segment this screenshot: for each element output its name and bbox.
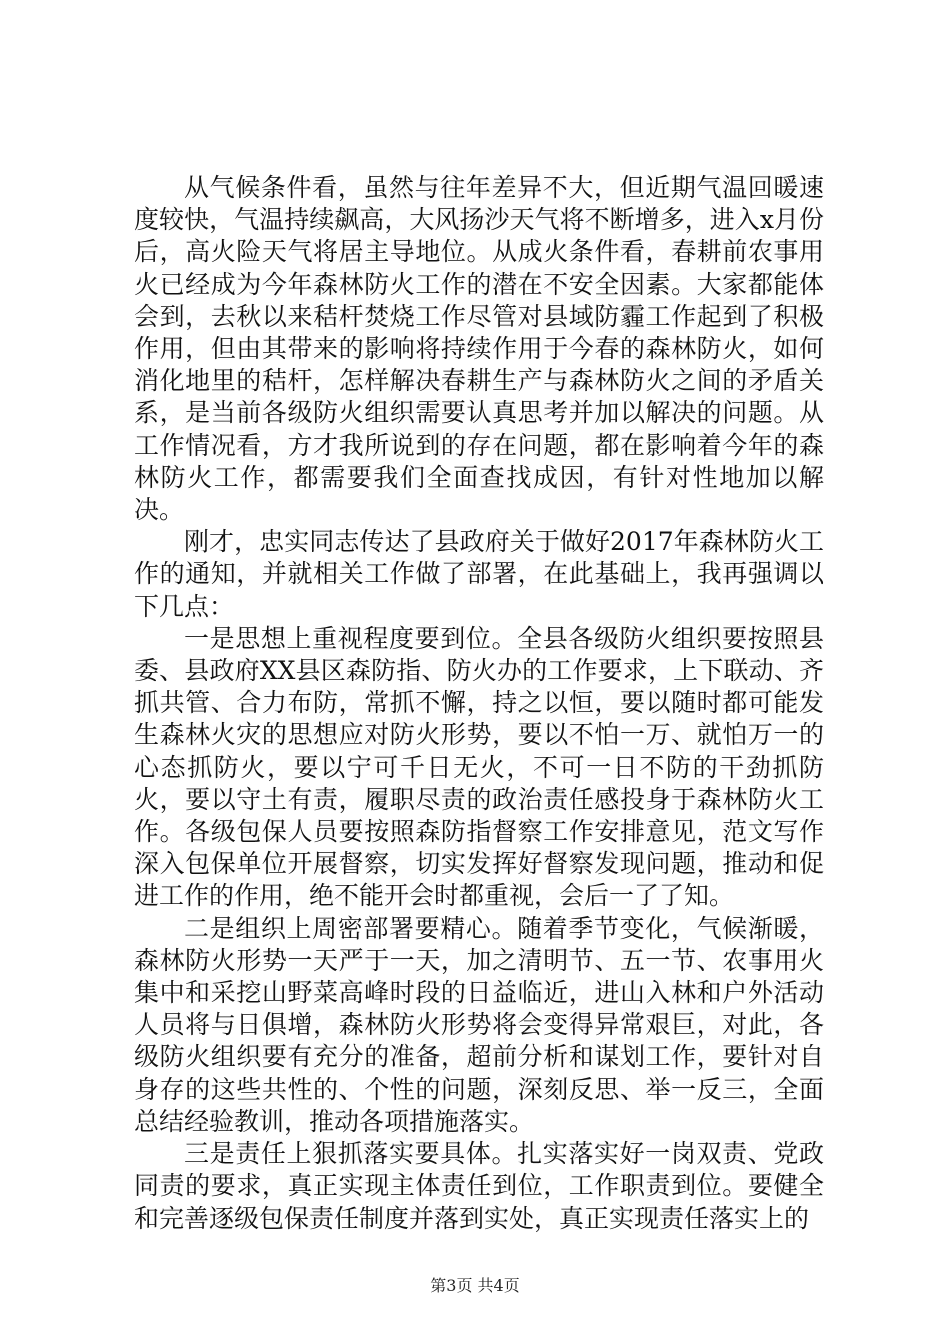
paragraph-point-two: 二是组织上周密部署要精心。随着季节变化，气候渐暖，森林防火形势一天严于一天，加之清明节、五一节、农事用火集中和采挖山野菜高峰时段的日益临近，进山入林和户外活动人员将与日俱增，森林防火形势将会变得异常艰巨，对此，各级防火组织要有充分的准备，超前分析和谋划工作，要针对自身存的这些共性的、个性的问题，深刻反思、举一反三，全面总结经验教训，推动各项措施落实。: [134, 913, 824, 1136]
paragraph-notice: 刚才，忠实同志传达了县政府关于做好2017年森林防火工作的通知，并就相关工作做了部署，在此基础上，我再强调以下几点：: [134, 527, 824, 621]
paragraph-point-three: 三是责任上狠抓落实要具体。扎实落实好一岗双责、党政同责的要求，真正实现主体责任到位，工作职责到位。要健全和完善逐级包保责任制度并落到实处，真正实现责任落实上的: [134, 1139, 824, 1233]
page-number-footer: 第3页 共4页: [430, 1276, 520, 1295]
paragraph-point-one: 一是思想上重视程度要到位。全县各级防火组织要按照县委、县政府XX县区森防指、防火办的工作要求，上下联动、齐抓共管、合力布防，常抓不懈，持之以恒，要以随时都可能发生森林火灾的思想应对防火形势，要以不怕一万、就怕万一的心态抓防火，要以宁可千日无火，不可一日不防的干劲抓防火，要以守土有责，履职尽责的政治责任感投身于森林防火工作。各级包保人员要按照森防指督察工作安排意见，范文写作深入包保单位开展督察，切实发挥好督察发现问题，推动和促进工作的作用，绝不能开会时都重视，会后一了了知。: [134, 623, 824, 911]
document-body: [134, 172, 824, 1235]
paragraph-climate: 从气候条件看，虽然与往年差异不大，但近期气温回暖速度较快，气温持续飙高，大风扬沙天气将不断增多，进入x月份后，高火险天气将居主导地位。从成火条件看，春耕前农事用火已经成为今年森林防火工作的潜在不安全因素。大家都能体会到，去秋以来秸杆焚烧工作尽管对县域防霾工作起到了积极作用，但由其带来的影响将持续作用于今春的森林防火，如何消化地里的秸杆，怎样解决春耕生产与森林防火之间的矛盾关系，是当前各级防火组织需要认真思考并加以解决的问题。从工作情况看，方才我所说到的存在问题，都在影响着今年的森林防火工作，都需要我们全面查找成因，有针对性地加以解决。: [134, 173, 824, 525]
